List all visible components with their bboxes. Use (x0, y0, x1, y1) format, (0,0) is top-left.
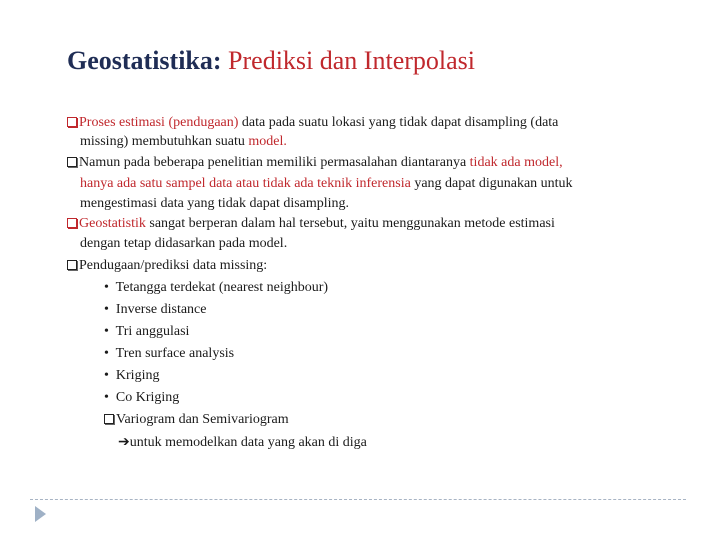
text: Pendugaan/prediksi data missing: (79, 258, 268, 273)
title-rest: Prediksi dan Interpolasi (221, 46, 475, 75)
bullet-icon: • (104, 324, 109, 339)
bullet-icon: • (104, 302, 109, 317)
text: yang dapat digunakan untuk (410, 176, 573, 191)
text: Kriging (115, 368, 160, 383)
text: Tren surface analysis (115, 346, 235, 361)
item-2-line-3 (80, 195, 349, 213)
bullet-item (104, 367, 159, 385)
play-triangle-icon (35, 506, 46, 522)
text: missing) membutuhkan suatu (80, 134, 249, 149)
bullet-item (104, 389, 179, 407)
bullet-item (104, 345, 234, 363)
title-bold: Geostatistika: (67, 46, 222, 75)
bullet-item (104, 323, 189, 341)
text: Tetangga terdekat (nearest neighbour) (115, 280, 329, 295)
footer-divider (30, 499, 686, 500)
item-3-line-1 (67, 215, 555, 233)
sub-item (104, 411, 289, 429)
bullet-item (104, 279, 328, 297)
text: Geostatistik (79, 216, 146, 231)
text: model. (248, 134, 287, 149)
text: dengan tetap didasarkan pada model. (80, 236, 288, 251)
text: data pada suatu lokasi yang tidak dapat disampling (data (238, 115, 559, 130)
checkbox-bullet-icon (67, 117, 77, 127)
checkbox-bullet-icon (67, 260, 77, 270)
item-1-line-1 (67, 114, 558, 132)
item-2-line-2 (80, 175, 573, 193)
text: Namun pada beberapa penelitian memiliki permasalahan diantaranya (79, 155, 470, 170)
text: tidak ada model, (469, 155, 563, 170)
bullet-icon: • (104, 346, 109, 361)
checkbox-bullet-icon (67, 157, 77, 167)
sub-item-note (118, 434, 367, 452)
checkbox-bullet-icon (67, 218, 77, 228)
item-3-line-2 (80, 235, 287, 253)
bullet-icon: • (104, 368, 109, 383)
text: untuk memodelkan data yang akan di diga (129, 435, 367, 450)
bullet-item (104, 301, 206, 319)
text: Co Kriging (115, 390, 180, 405)
bullet-icon: • (104, 390, 109, 405)
text: sangat berperan dalam hal tersebut, yaitu menggunakan metode estimasi (145, 216, 555, 231)
text: hanya ada satu sampel data atau tidak ada teknik inferensia (80, 176, 411, 191)
text: Proses estimasi (pendugaan) (79, 115, 239, 130)
slide-title (67, 46, 475, 76)
text: Inverse distance (115, 302, 207, 317)
item-4 (67, 257, 267, 275)
text: mengestimasi data yang tidak dapat disampling. (80, 196, 350, 211)
arrow-right-icon: ➔ (118, 435, 130, 450)
item-1-line-2 (80, 133, 287, 151)
bullet-icon: • (104, 280, 109, 295)
item-2-line-1 (67, 154, 563, 172)
text: Variogram dan Semivariogram (116, 412, 289, 427)
text: Tri anggulasi (115, 324, 190, 339)
checkbox-bullet-icon (104, 414, 114, 424)
